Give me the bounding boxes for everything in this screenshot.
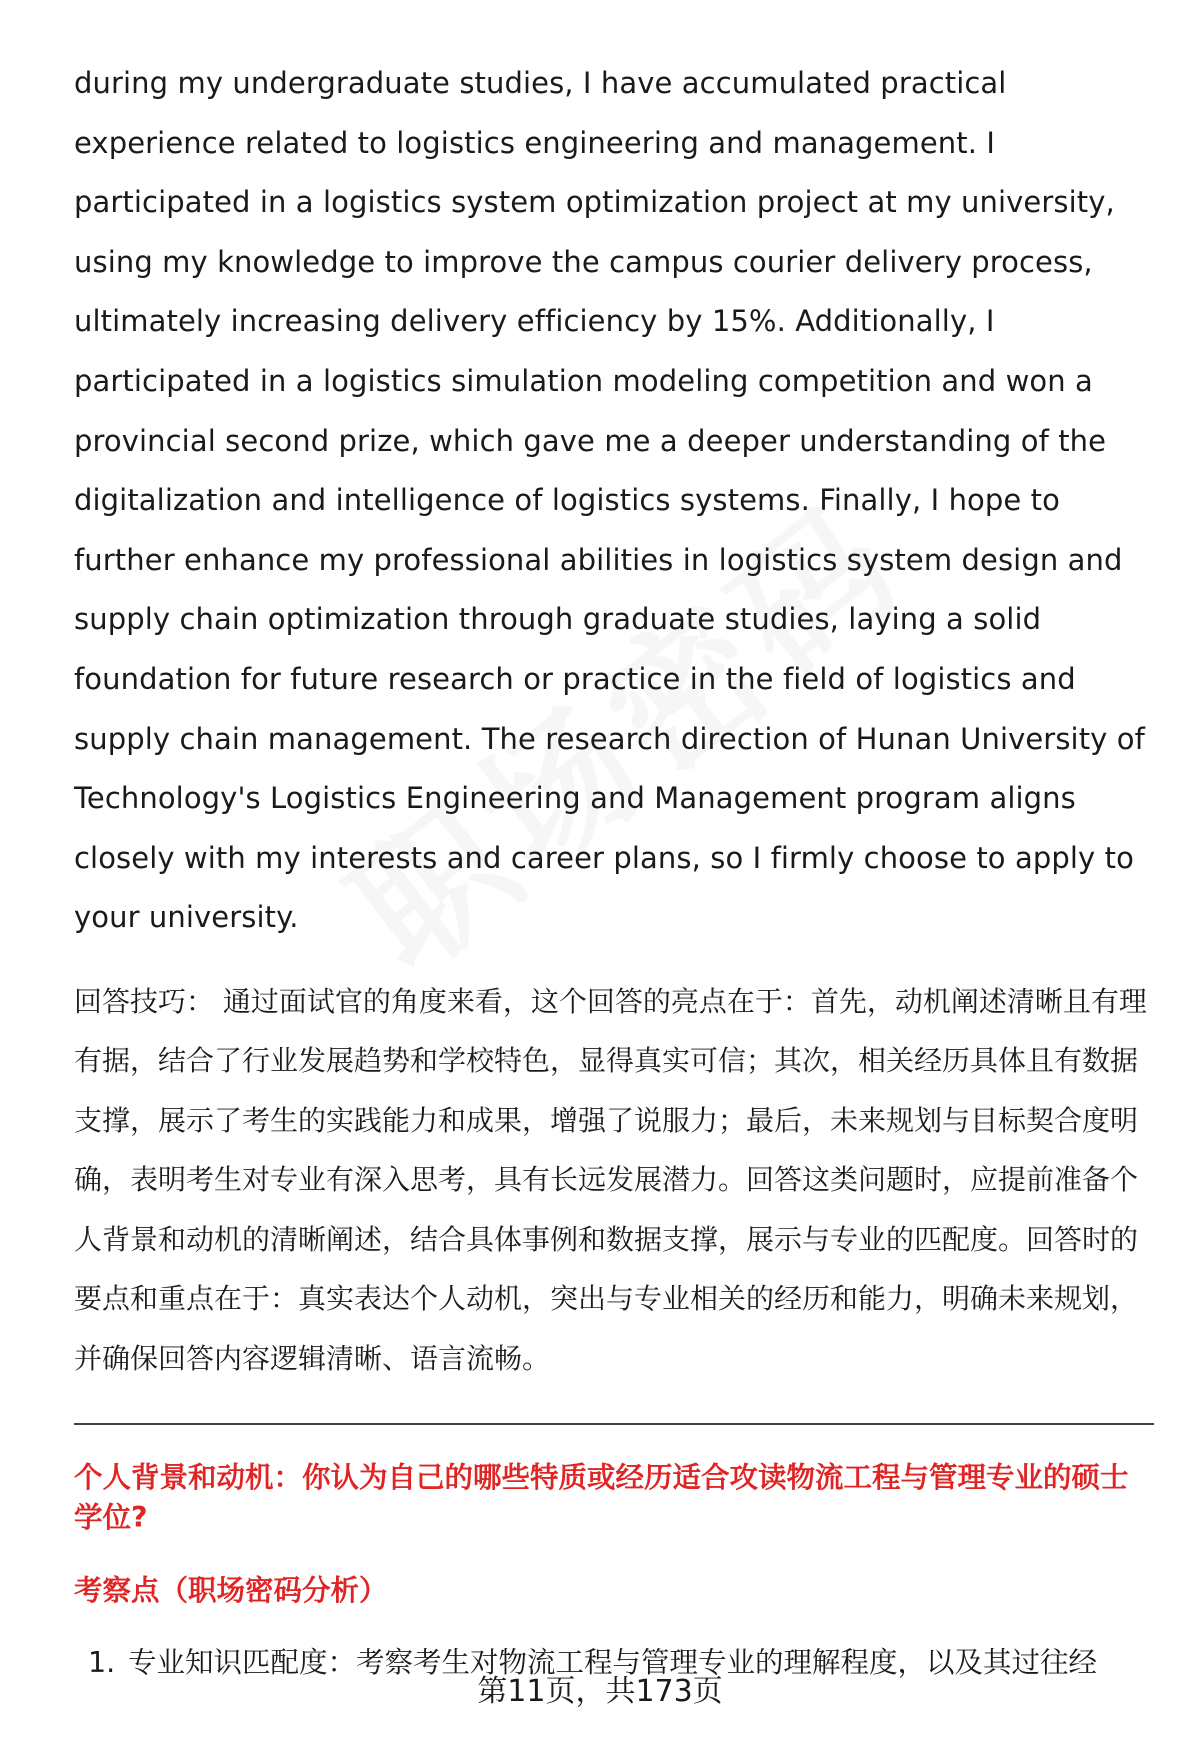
list-item-number: 1. [88, 1646, 116, 1680]
page-content [74, 54, 1154, 1685]
tips-label: 回答技巧： [74, 984, 215, 1018]
section-title: 考察点（职场密码分析） [74, 1574, 388, 1608]
list-item-text: 专业知识匹配度：考察考生对物流工程与管理专业的理解程度，以及其过往经 [128, 1646, 1098, 1680]
question-heading: 个人背景和动机：你认为自己的哪些特质或经历适合攻读物流工程与管理专业的硕士学位? [74, 1461, 1129, 1535]
section-divider [74, 1423, 1154, 1425]
tips-paragraph [74, 972, 1154, 1389]
page-number: 第11页，共173页 [477, 1674, 723, 1709]
answer-paragraph: during my undergraduate studies, I have accumulated practical experience related to logistics engineering and management. I participated in a logistics system optimization project at my university, using my knowledge to improve the campus courier delivery process, ultimately increasing delivery efficiency by 15%. Additionally, I participated in a logistics simulation modeling competition and won a provincial second prize, which gave me a deeper understanding of the digitalization and intelligence of logistics systems. Finally, I hope to further enhance my professional abilities in logistics system design and supply chain optimization through graduate studies, laying a solid foundation for future research or practice in the field of logistics and supply chain management. The research direction of Hunan University of Technology's Logistics Engineering and Management program aligns closely with my interests and career plans, so I firmly choose to apply to your university. [74, 66, 1145, 935]
tips-text: 通过面试官的角度来看，这个回答的亮点在于：首先，动机阐述清晰且有理有据，结合了行业发展趋势和学校特色，显得真实可信；其次，相关经历具体且有数据支撑，展示了考生的实践能力和成果，增强了说服力；最后，未来规划与目标契合度明确，表明考生对专业有深入思考，具有长远发展潜力。回答这类问题时，应提前准备个人背景和动机的清晰阐述，结合具体事例和数据支撑，展示与专业的匹配度。回答时的要点和重点在于：真实表达个人动机，突出与专业相关的经历和能力，明确未来规划，并确保回答内容逻辑清晰、语言流畅。 [74, 984, 1147, 1375]
